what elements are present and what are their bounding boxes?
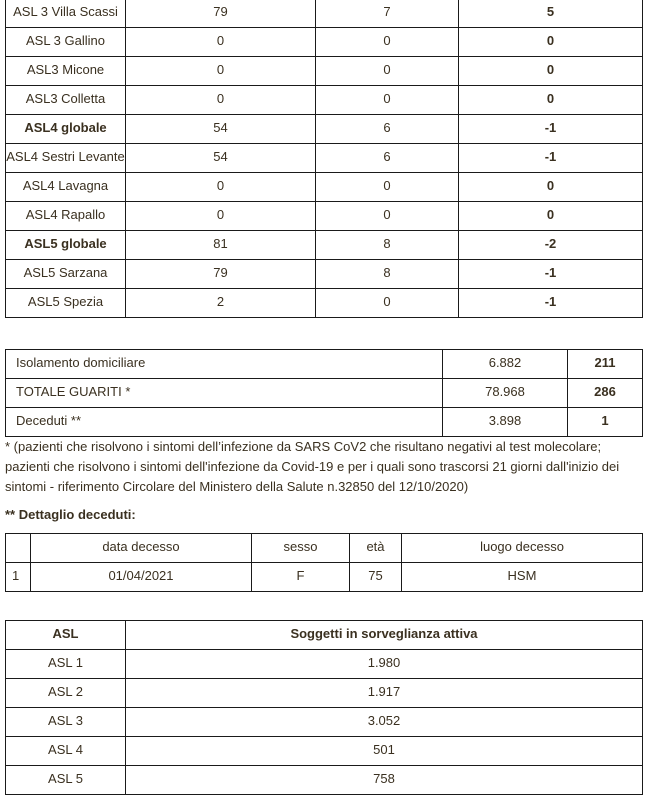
totals-table [5,349,643,437]
asl-name: ASL 4 [6,737,126,766]
death-date: 01/04/2021 [31,563,252,592]
asl-mid: 8 [316,231,459,260]
asl-total: 54 [126,115,316,144]
table-row [6,563,643,592]
table-header-row [6,621,643,650]
deaths-detail-table [5,533,643,592]
death-age: 75 [350,563,402,592]
table-row [6,0,643,28]
table-row [6,173,643,202]
asl-delta: 5 [459,0,643,28]
table-row [6,708,643,737]
table-row [6,350,643,379]
asl-mid: 0 [316,28,459,57]
table-row [6,115,643,144]
header-surveillance: Soggetti in sorveglianza attiva [126,621,643,650]
totals-delta: 1 [568,408,643,437]
asl-mid: 0 [316,173,459,202]
asl-total: 0 [126,57,316,86]
surveillance-count: 758 [126,766,643,795]
totals-value: 6.882 [443,350,568,379]
asl-name: ASL4 Lavagna [6,173,126,202]
table-row [6,202,643,231]
asl-delta: 0 [459,28,643,57]
table-header-row [6,534,643,563]
asl-name: ASL3 Micone [6,57,126,86]
surveillance-count: 3.052 [126,708,643,737]
asl-name: ASL 3 Villa Scassi [6,0,126,28]
asl-name: ASL3 Colletta [6,86,126,115]
asl-delta: 0 [459,202,643,231]
asl-name: ASL 5 [6,766,126,795]
totals-value: 78.968 [443,379,568,408]
asl-mid: 6 [316,144,459,173]
asl-name: ASL4 globale [6,115,126,144]
table-row [6,144,643,173]
table-row [6,289,643,318]
asl-name: ASL 3 Gallino [6,28,126,57]
asl-total: 0 [126,28,316,57]
asl-name: ASL5 globale [6,231,126,260]
asl-name: ASL 1 [6,650,126,679]
death-place: HSM [402,563,643,592]
asl-name: ASL5 Spezia [6,289,126,318]
header-sex: sesso [252,534,350,563]
table-row [6,679,643,708]
header-index [6,534,31,563]
table-row [6,379,643,408]
header-date: data decesso [31,534,252,563]
asl-mid: 7 [316,0,459,28]
deaths-detail-heading: ** Dettaglio deceduti: [5,507,136,522]
asl-mid: 0 [316,57,459,86]
asl-mid: 8 [316,260,459,289]
asl-delta: -1 [459,260,643,289]
totals-label: Isolamento domiciliare [6,350,443,379]
asl-delta: -1 [459,115,643,144]
asl-delta: 0 [459,86,643,115]
asl-delta: 0 [459,173,643,202]
header-age: età [350,534,402,563]
surveillance-count: 1.980 [126,650,643,679]
asl-delta: -1 [459,289,643,318]
table-row [6,231,643,260]
footnote: * (pazienti che risolvono i sintomi dell’infezione da SARS CoV2 che risultano negativi al test molecolare; pazienti che risolvono i sintomi dell'infezione da Covid-19 e per i quali sono trascorsi 21 giorni dall'inizio dei sintomi - riferimento Circolare del Ministero della Salute n.32850 del 12/10/2020) [5,439,620,494]
surveillance-table [5,620,643,795]
asl-total: 0 [126,202,316,231]
header-asl: ASL [6,621,126,650]
surveillance-count: 501 [126,737,643,766]
asl-name: ASL 3 [6,708,126,737]
asl-mid: 0 [316,289,459,318]
asl-delta: -1 [459,144,643,173]
asl-delta: -2 [459,231,643,260]
asl-detail-table [5,0,643,318]
table-row [6,260,643,289]
header-place: luogo decesso [402,534,643,563]
table-row [6,766,643,795]
asl-mid: 0 [316,86,459,115]
table-row [6,28,643,57]
table-row [6,86,643,115]
asl-mid: 0 [316,202,459,231]
asl-total: 81 [126,231,316,260]
asl-total: 0 [126,173,316,202]
asl-name: ASL4 Sestri Levante [6,144,126,173]
asl-total: 54 [126,144,316,173]
asl-mid: 6 [316,115,459,144]
asl-total: 79 [126,0,316,28]
surveillance-count: 1.917 [126,679,643,708]
totals-label: TOTALE GUARITI * [6,379,443,408]
asl-total: 79 [126,260,316,289]
asl-name: ASL 2 [6,679,126,708]
totals-delta: 211 [568,350,643,379]
asl-total: 2 [126,289,316,318]
table-row [6,57,643,86]
death-sex: F [252,563,350,592]
death-index: 1 [6,563,31,592]
table-row [6,408,643,437]
asl-name: ASL5 Sarzana [6,260,126,289]
asl-name: ASL4 Rapallo [6,202,126,231]
totals-value: 3.898 [443,408,568,437]
totals-delta: 286 [568,379,643,408]
totals-label: Deceduti ** [6,408,443,437]
table-row [6,737,643,766]
asl-total: 0 [126,86,316,115]
table-row [6,650,643,679]
asl-delta: 0 [459,57,643,86]
